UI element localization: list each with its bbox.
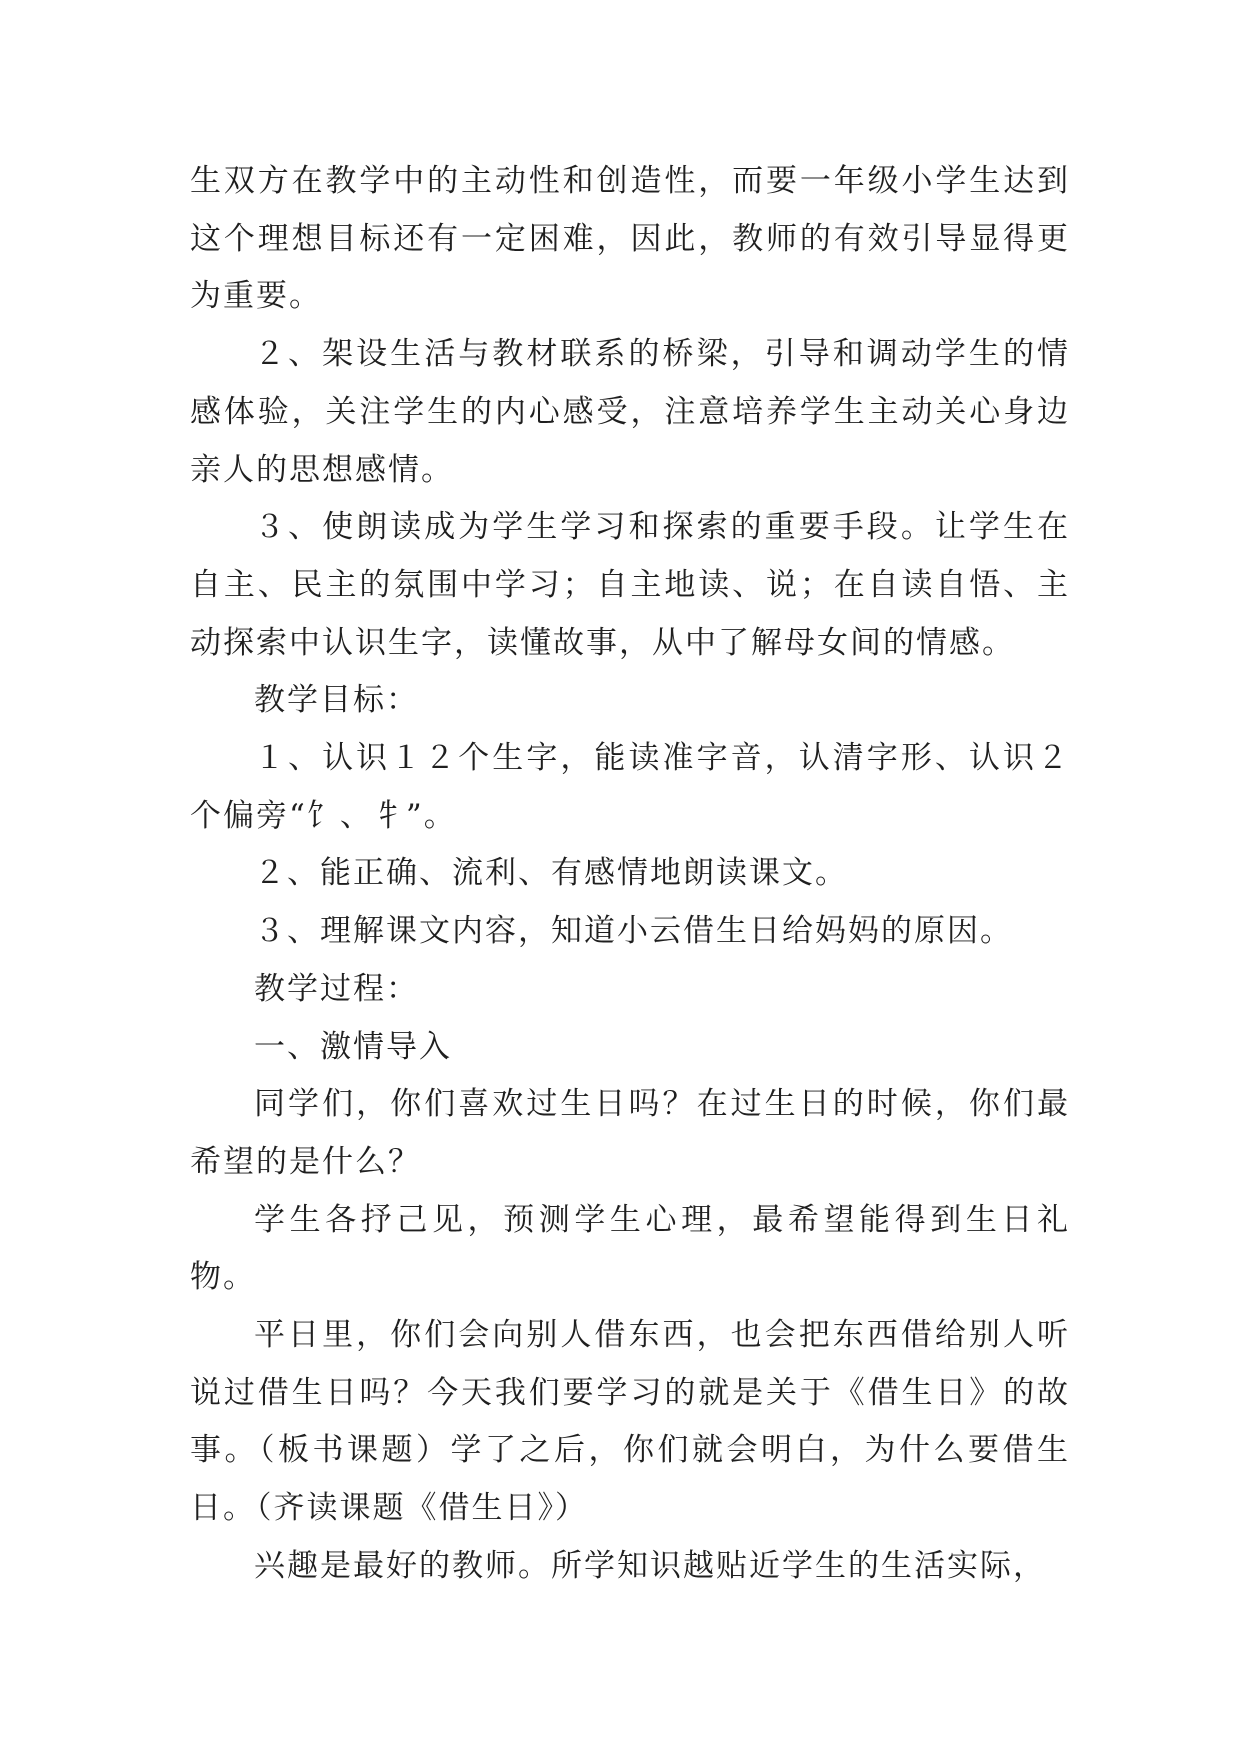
paragraph-point-2: ２、架设生活与教材联系的桥梁，引导和调动学生的情感体验，关注学生的内心感受，注意培养学生主动关心身边亲人的思想感情。 <box>190 336 1070 488</box>
document-body <box>190 153 1070 1596</box>
goal-item-3: ３、理解课文内容，知道小云借生日给妈妈的原因。 <box>254 913 1013 950</box>
goal-item-1: １、认识１２个生字，能读准字音，认清字形、认识２个偏旁“饣、牜”。 <box>190 740 1070 834</box>
heading-teaching-process: 教学过程： <box>254 970 419 1007</box>
section-heading-intro: 一、激情导入 <box>254 1028 452 1065</box>
paragraph-question: 同学们，你们喜欢过生日吗？在过生日的时候，你们最希望的是什么？ <box>190 1086 1070 1180</box>
paragraph-point-3: ３、使朗读成为学生学习和探索的重要手段。让学生在自主、民主的氛围中学习；自主地读、说；在自读自悟、主动探索中认识生字，读懂故事，从中了解母女间的情感。 <box>190 509 1070 661</box>
paragraph-lead-in: 平日里，你们会向别人借东西，也会把东西借给别人听说过借生日吗？今天我们要学习的就是关于《借生日》的故事。（板书课题）学了之后，你们就会明白，为什么要借生日。（齐读课题《借生日》） <box>190 1317 1070 1527</box>
heading-teaching-goals: 教学目标： <box>254 682 419 719</box>
paragraph-interest: 兴趣是最好的教师。所学知识越贴近学生的生活实际， <box>254 1547 1046 1584</box>
goal-item-2: ２、能正确、流利、有感情地朗读课文。 <box>254 855 848 892</box>
paragraph-student-response: 学生各抒己见，预测学生心理，最希望能得到生日礼物。 <box>190 1201 1070 1296</box>
paragraph-continuation: 生双方在教学中的主动性和创造性，而要一年级小学生达到这个理想目标还有一定困难，因此，教师的有效引导显得更为重要。 <box>190 163 1070 315</box>
